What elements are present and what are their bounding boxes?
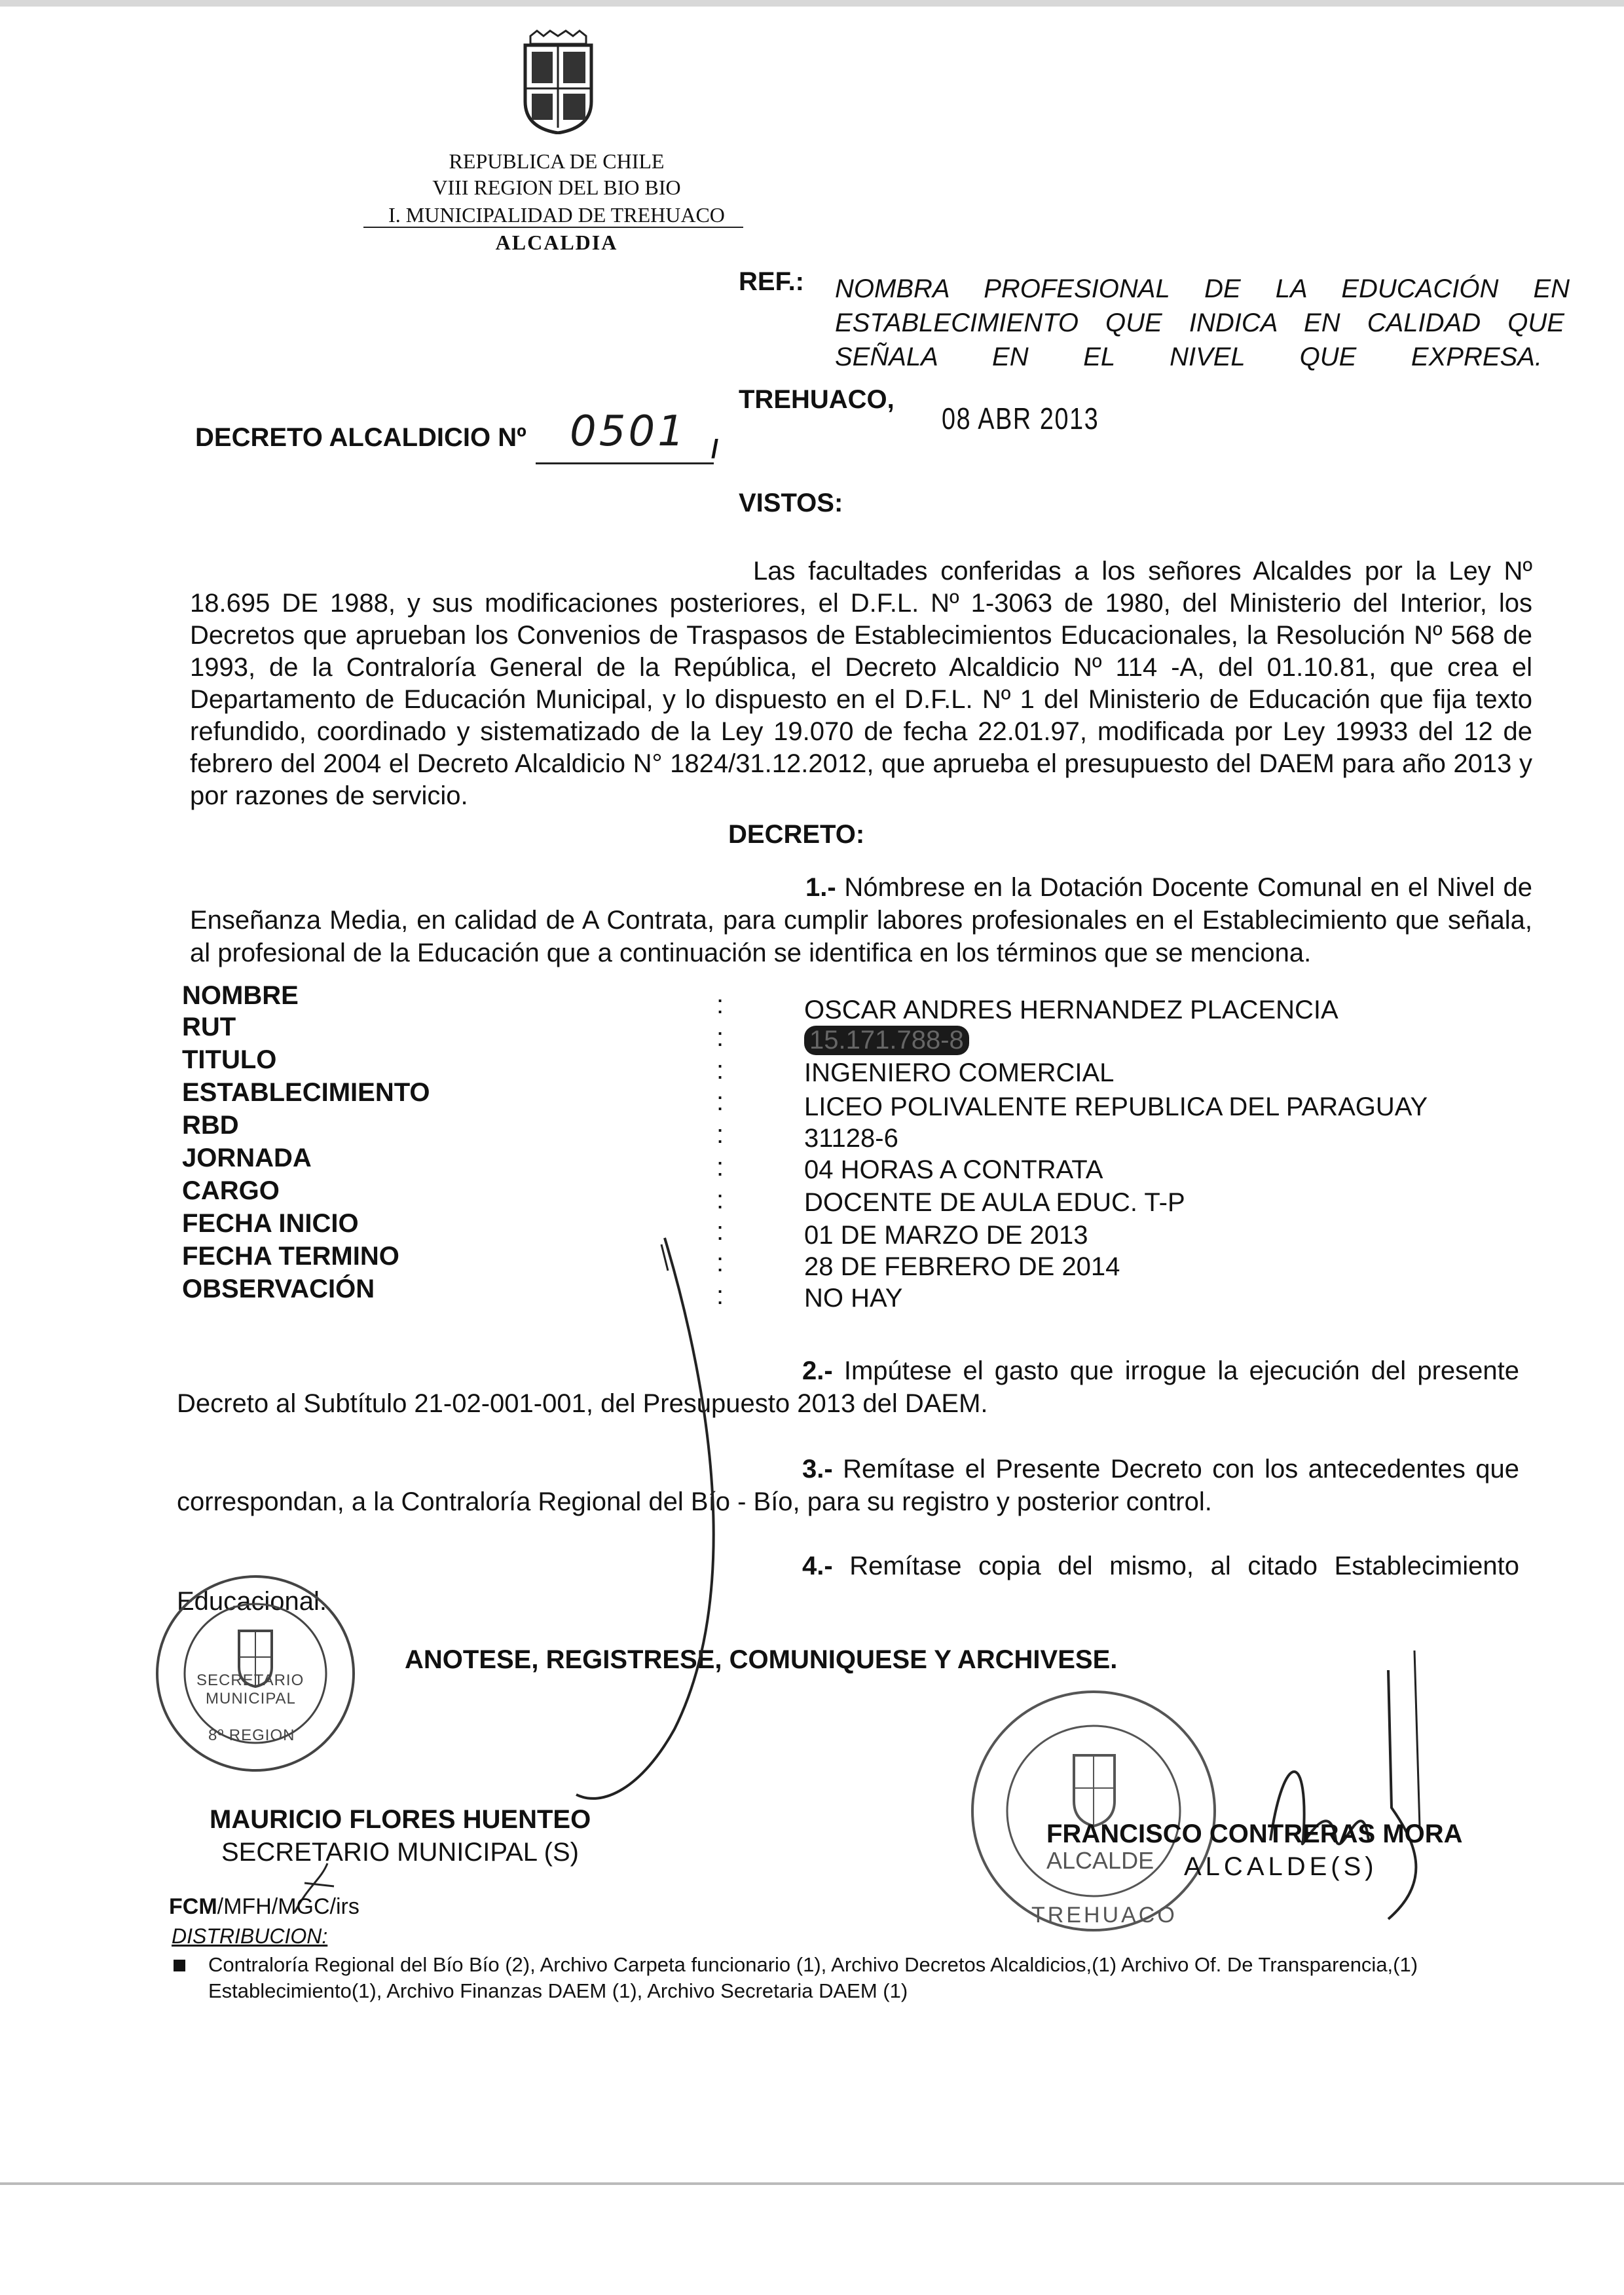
field-value-rut [804, 1026, 969, 1055]
ref-line-3: SEÑALA EN EL NIVEL QUE EXPRESA. [835, 343, 1542, 371]
closing-formula: ANOTESE, REGISTRESE, COMUNIQUESE Y ARCHIVESE. [405, 1645, 1118, 1674]
ref-label: REF.: [739, 267, 804, 296]
item-3-paragraph [177, 1453, 1519, 1518]
stamp-left-line2: MUNICIPAL [206, 1690, 296, 1707]
field-value-rbd: 31128-6 [804, 1124, 898, 1153]
stamp-left-bottom: 8º REGION [208, 1726, 295, 1744]
header-region: VIII REGION DEL BIO BIO [432, 176, 681, 199]
distribution-line-2: Establecimiento(1), Archivo Finanzas DAEM (1), Archivo Secretaria DAEM (1) [208, 1979, 908, 2002]
initials-rest: /MFH/MGC/irs [217, 1894, 360, 1919]
item-4-text: Remítase copia del mismo, al citado Establecimiento Educacional. [177, 1552, 1519, 1616]
field-value-fecha-inicio: 01 DE MARZO DE 2013 [804, 1221, 1088, 1250]
distribution-title: DISTRIBUCION: [172, 1924, 328, 1948]
item-1-text: Nómbrese en la Dotación Docente Comunal en el Nivel de Enseñanza Media, en calidad de A Contrata, para cumplir labores profesionales en el Establecimiento que señala, al profesional de la Educación que a continuación se identifica en los términos que se menciona. [190, 873, 1532, 967]
mayor-name: FRANCISCO CONTRERAS MORA [1046, 1819, 1463, 1848]
field-value-fecha-termino: 28 DE FEBRERO DE 2014 [804, 1252, 1120, 1281]
field-colon: : [716, 1120, 724, 1149]
item-4-number: 4.- [802, 1552, 833, 1580]
header-office: ALCALDIA [495, 231, 618, 254]
field-label-fecha-inicio: FECHA INICIO [182, 1209, 359, 1238]
ref-line-2: ESTABLECIMIENTO QUE INDICA EN CALIDAD QUE [835, 308, 1564, 337]
ref-line-1: NOMBRA PROFESIONAL DE LA EDUCACIÓN EN [835, 274, 1570, 303]
handwritten-signature-left [563, 1231, 760, 1821]
page-bottom-border [0, 2182, 1624, 2185]
municipal-crest-icon [517, 29, 599, 134]
field-colon: : [716, 1217, 724, 1246]
vistos-paragraph: Las facultades conferidas a los señores Alcaldes por la Ley Nº 18.695 DE 1988, y sus modificaciones posteriores, el D.F.L. Nº 1-3063 de 1980, del Ministerio del Interior, los Decretos que aprueban los Convenios de Traspasos de Establecimientos Educacionales, la Resolución Nº 568 de 1993, de la Contraloría General de la República, el Decreto Alcaldicio Nº 114 -A, del 01.10.81, que crea el Departamento de Educación Municipal, y lo dispuesto en el D.F.L. Nº 1 del Ministerio de Educación que fija texto refundido, coordinado y sistematizado de la Ley 19.070 de fecha 22.01.97, modificada por Ley 19933 del 12 de febrero del 2004 el Decreto Alcaldicio N° 1824/31.12.2012, que aprueba el presupuesto del DAEM para año 2013 y por razones de servicio. [190, 557, 1532, 810]
field-label-rut: RUT [182, 1013, 236, 1041]
distribution-line-1: Contraloría Regional del Bío Bío (2), Archivo Carpeta funcionario (1), Archivo Decretos Alcaldicios,(1) Archivo Of. De Transparencia,(1) [208, 1953, 1418, 1976]
initials [169, 1894, 360, 1920]
field-value-titulo: INGENIERO COMERCIAL [804, 1058, 1115, 1087]
secretary-role: SECRETARIO MUNICIPAL (S) [221, 1838, 579, 1867]
page-top-border [0, 0, 1624, 7]
field-value-establecimiento: LICEO POLIVALENTE REPUBLICA DEL PARAGUAY [804, 1092, 1428, 1121]
secretary-name: MAURICIO FLORES HUENTEO [210, 1805, 591, 1834]
field-colon: : [716, 1087, 724, 1116]
field-value-jornada: 04 HORAS A CONTRATA [804, 1155, 1103, 1184]
item-1-number: 1.- [805, 873, 836, 902]
field-label-rbd: RBD [182, 1111, 239, 1140]
field-colon: : [716, 1281, 724, 1310]
field-label-nombre: NOMBRE [182, 981, 299, 1010]
field-label-fecha-termino: FECHA TERMINO [182, 1242, 399, 1271]
decree-number-handwritten: 0501 [570, 407, 687, 456]
handwritten-signature-right [1257, 1644, 1447, 1932]
place-label: TREHUACO, [739, 385, 895, 414]
header-underline [363, 227, 743, 228]
distribution-bullet-icon [174, 1960, 185, 1971]
item-1-paragraph [190, 871, 1532, 969]
item-2-paragraph [177, 1354, 1519, 1420]
date-stamp: 08 ABR 2013 [942, 401, 1099, 436]
field-colon: : [716, 1248, 724, 1277]
field-label-observacion: OBSERVACIÓN [182, 1275, 375, 1303]
stamp-right-middle: ALCALDE [1046, 1847, 1154, 1874]
vistos-title: VISTOS: [739, 489, 843, 517]
decree-number-underline [536, 462, 714, 464]
header-country: REPUBLICA DE CHILE [449, 149, 665, 173]
mayor-role: ALCALDE(S) [1184, 1852, 1378, 1881]
field-label-establecimiento: ESTABLECIMIENTO [182, 1078, 430, 1107]
stamp-left-line1: SECRETARIO [196, 1671, 304, 1689]
field-label-cargo: CARGO [182, 1176, 280, 1205]
decree-slash: / [711, 435, 719, 464]
ref-text [835, 272, 1570, 374]
field-colon: : [716, 1153, 724, 1182]
decree-label: DECRETO ALCALDICIO Nº [195, 423, 526, 452]
decreto-title: DECRETO: [728, 820, 865, 849]
field-value-nombre: OSCAR ANDRES HERNANDEZ PLACENCIA [804, 996, 1338, 1024]
field-colon: : [716, 990, 724, 1019]
field-value-cargo: DOCENTE DE AULA EDUC. T-P [804, 1188, 1185, 1217]
item-3-number: 3.- [802, 1455, 833, 1483]
field-label-jornada: JORNADA [182, 1144, 312, 1172]
header-municipality: I. MUNICIPALIDAD DE TREHUACO [388, 203, 725, 227]
mayor-stamp [963, 1683, 1225, 1939]
field-label-titulo: TITULO [182, 1045, 277, 1074]
field-value-observacion: NO HAY [804, 1284, 903, 1313]
field-colon: : [716, 1056, 724, 1085]
initials-bold: FCM [169, 1894, 217, 1919]
stamp-right-bottom: TREHUACO [1031, 1903, 1177, 1928]
item-3-text: Remítase el Presente Decreto con los antecedentes que correspondan, a la Contraloría Regional del Bío - Bío, para su registro y posterior control. [177, 1455, 1519, 1516]
field-colon: : [716, 1185, 724, 1214]
item-2-text: Impútese el gasto que irrogue la ejecución del presente Decreto al Subtítulo 21-02-001-001, del Presupuesto 2013 del DAEM. [177, 1356, 1519, 1418]
field-colon: : [716, 1023, 724, 1052]
item-2-number: 2.- [802, 1356, 833, 1385]
item-4-paragraph [177, 1548, 1519, 1619]
redaction-mark: 15.171.788-8 [804, 1026, 969, 1055]
